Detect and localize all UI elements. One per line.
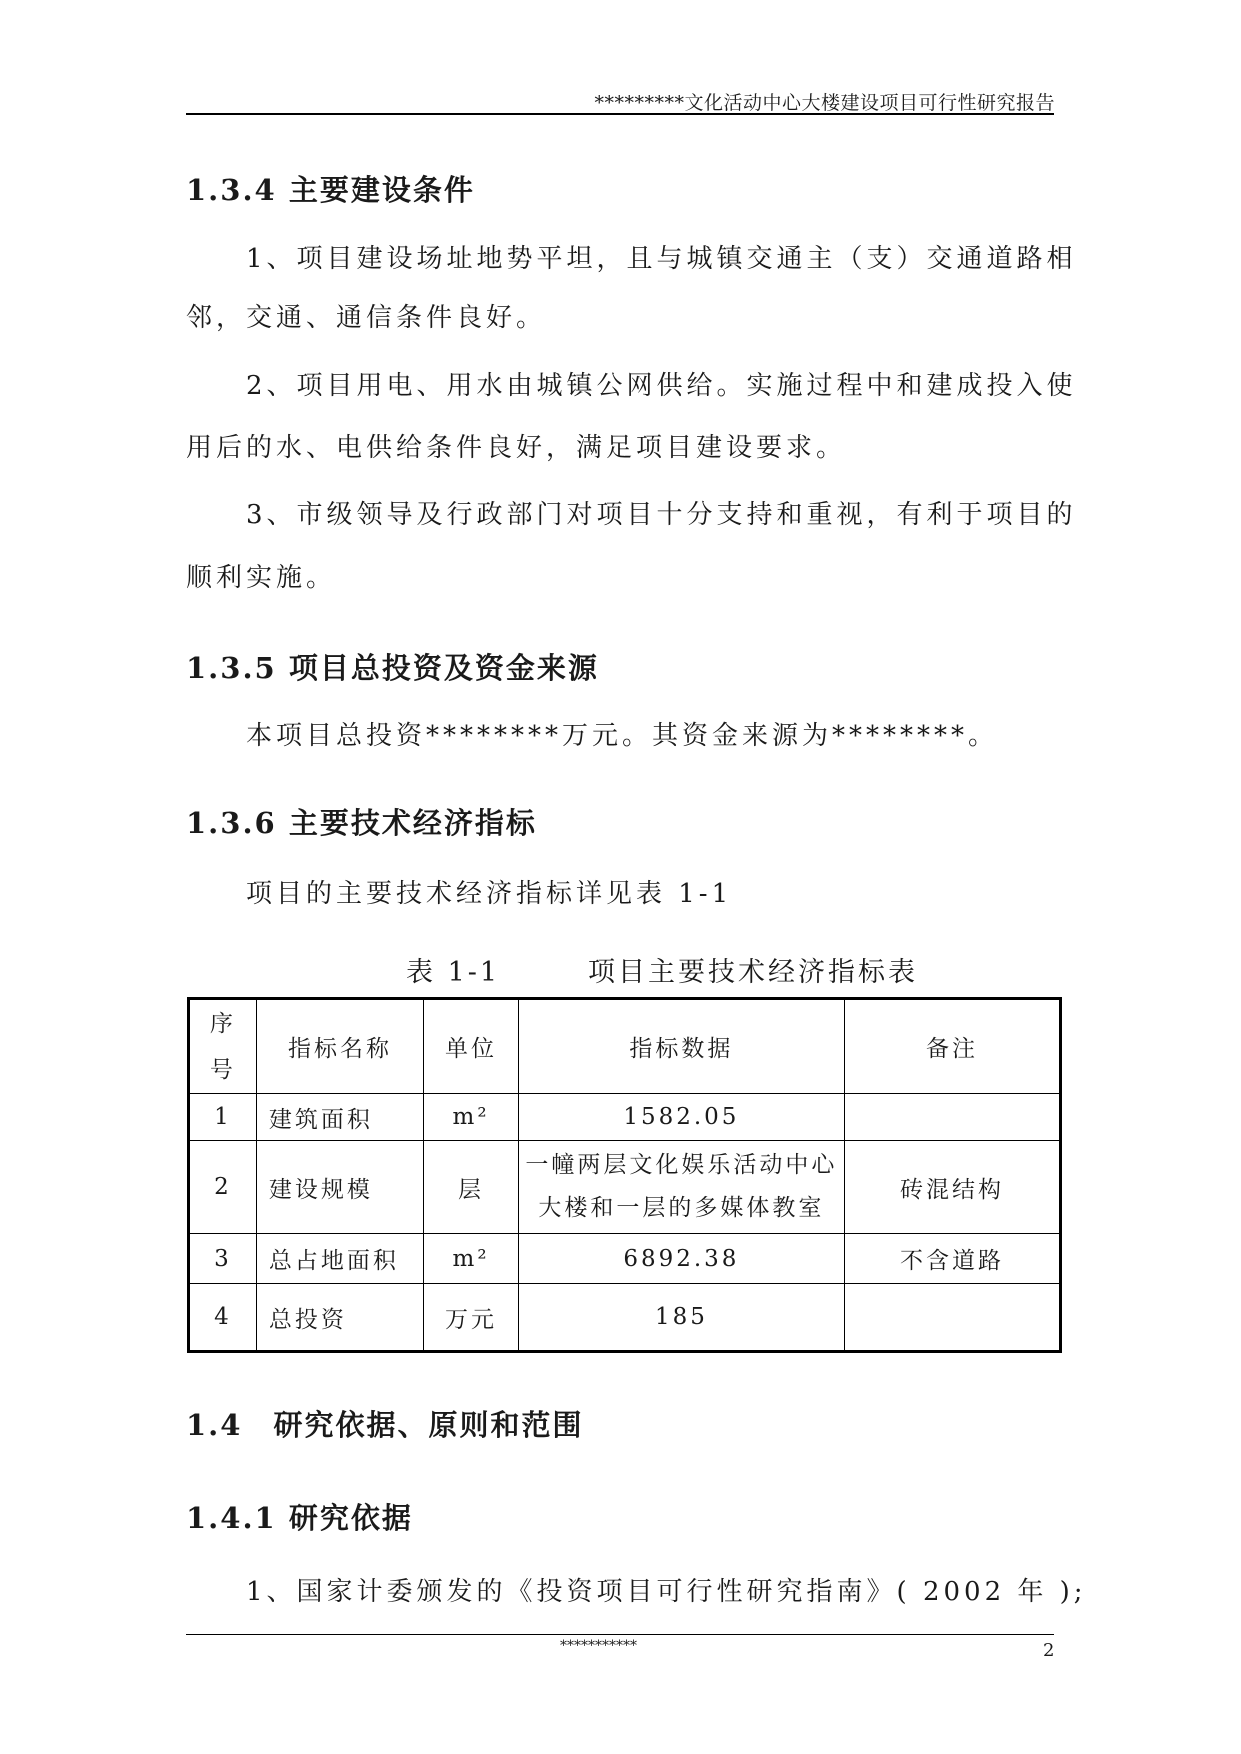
paragraph-3-line-2: 顺利实施。 <box>186 563 337 593</box>
cell-note <box>844 1284 1060 1352</box>
cell-name: 总占地面积 <box>256 1234 423 1284</box>
heading-1-3-4: 1.3.4 主要建设条件 <box>186 173 475 207</box>
heading-1-4-1: 1.4.1 研究依据 <box>186 1501 413 1535</box>
cell-no: 4 <box>189 1284 257 1352</box>
header-value: 指标数据 <box>518 999 844 1094</box>
page-number: 2 <box>1043 1640 1055 1661</box>
cell-note: 砖混结构 <box>844 1141 1060 1234</box>
cell-note <box>844 1094 1060 1141</box>
investment-paragraph: 本项目总投资********万元。其资金来源为********。 <box>246 721 999 751</box>
table-row <box>189 1234 1061 1284</box>
table-header-row <box>189 999 1061 1094</box>
cell-no: 3 <box>189 1234 257 1284</box>
cell-no: 1 <box>189 1094 257 1141</box>
cell-name: 建筑面积 <box>256 1094 423 1141</box>
paragraph-3-line-1: 3、市级领导及行政部门对项目十分支持和重视，有利于项目的 <box>246 500 1077 530</box>
footer-center-text: *********** <box>560 1638 637 1654</box>
cell-unit: m² <box>424 1234 519 1284</box>
cell-value <box>518 1141 844 1234</box>
heading-1-3-6: 1.3.6 主要技术经济指标 <box>186 806 537 840</box>
footer-rule <box>186 1634 1054 1635</box>
cell-name: 建设规模 <box>256 1141 423 1234</box>
header-note: 备注 <box>844 999 1060 1094</box>
header-no: 序号 <box>189 999 257 1094</box>
header-unit: 单位 <box>424 999 519 1094</box>
table-row <box>189 1094 1061 1141</box>
paragraph-2-line-1: 2、项目用电、用水由城镇公网供给。实施过程中和建成投入使 <box>246 371 1077 401</box>
running-header: *********文化活动中心大楼建设项目可行性研究报告 <box>594 92 1055 114</box>
basis-item-1: 1、国家计委颁发的《投资项目可行性研究指南》( 2002 年 ); <box>246 1577 1087 1607</box>
header-name: 指标名称 <box>256 999 423 1094</box>
cell-value: 6892.38 <box>518 1234 844 1284</box>
paragraph-1-line-1: 1、项目建设场址地势平坦，且与城镇交通主（支）交通道路相 <box>246 244 1077 274</box>
table-caption-title: 项目主要技术经济指标表 <box>588 957 918 988</box>
cell-name: 总投资 <box>256 1284 423 1352</box>
indicator-paragraph: 项目的主要技术经济指标详见表 1-1 <box>246 879 733 909</box>
cell-value: 185 <box>518 1284 844 1352</box>
paragraph-1-line-2: 邻，交通、通信条件良好。 <box>186 303 547 333</box>
paragraph-2-line-2: 用后的水、电供给条件良好，满足项目建设要求。 <box>186 433 847 463</box>
cell-unit: 层 <box>424 1141 519 1234</box>
cell-note: 不含道路 <box>844 1234 1060 1284</box>
indicator-table <box>187 997 1062 1353</box>
cell-unit: m² <box>424 1094 519 1141</box>
table-row <box>189 1141 1061 1234</box>
heading-1-3-5: 1.3.5 项目总投资及资金来源 <box>186 651 599 685</box>
table-caption-label: 表 1-1 <box>406 957 501 988</box>
cell-value-line-1: 一幢两层文化娱乐活动中心 <box>525 1152 838 1178</box>
heading-1-4: 1.4 研究依据、原则和范围 <box>186 1408 584 1442</box>
header-rule <box>186 113 1054 115</box>
cell-no: 2 <box>189 1141 257 1234</box>
cell-value-line-2: 大楼和一层的多媒体教室 <box>538 1195 825 1221</box>
cell-value: 1582.05 <box>518 1094 844 1141</box>
cell-unit: 万元 <box>424 1284 519 1352</box>
table-row <box>189 1284 1061 1352</box>
